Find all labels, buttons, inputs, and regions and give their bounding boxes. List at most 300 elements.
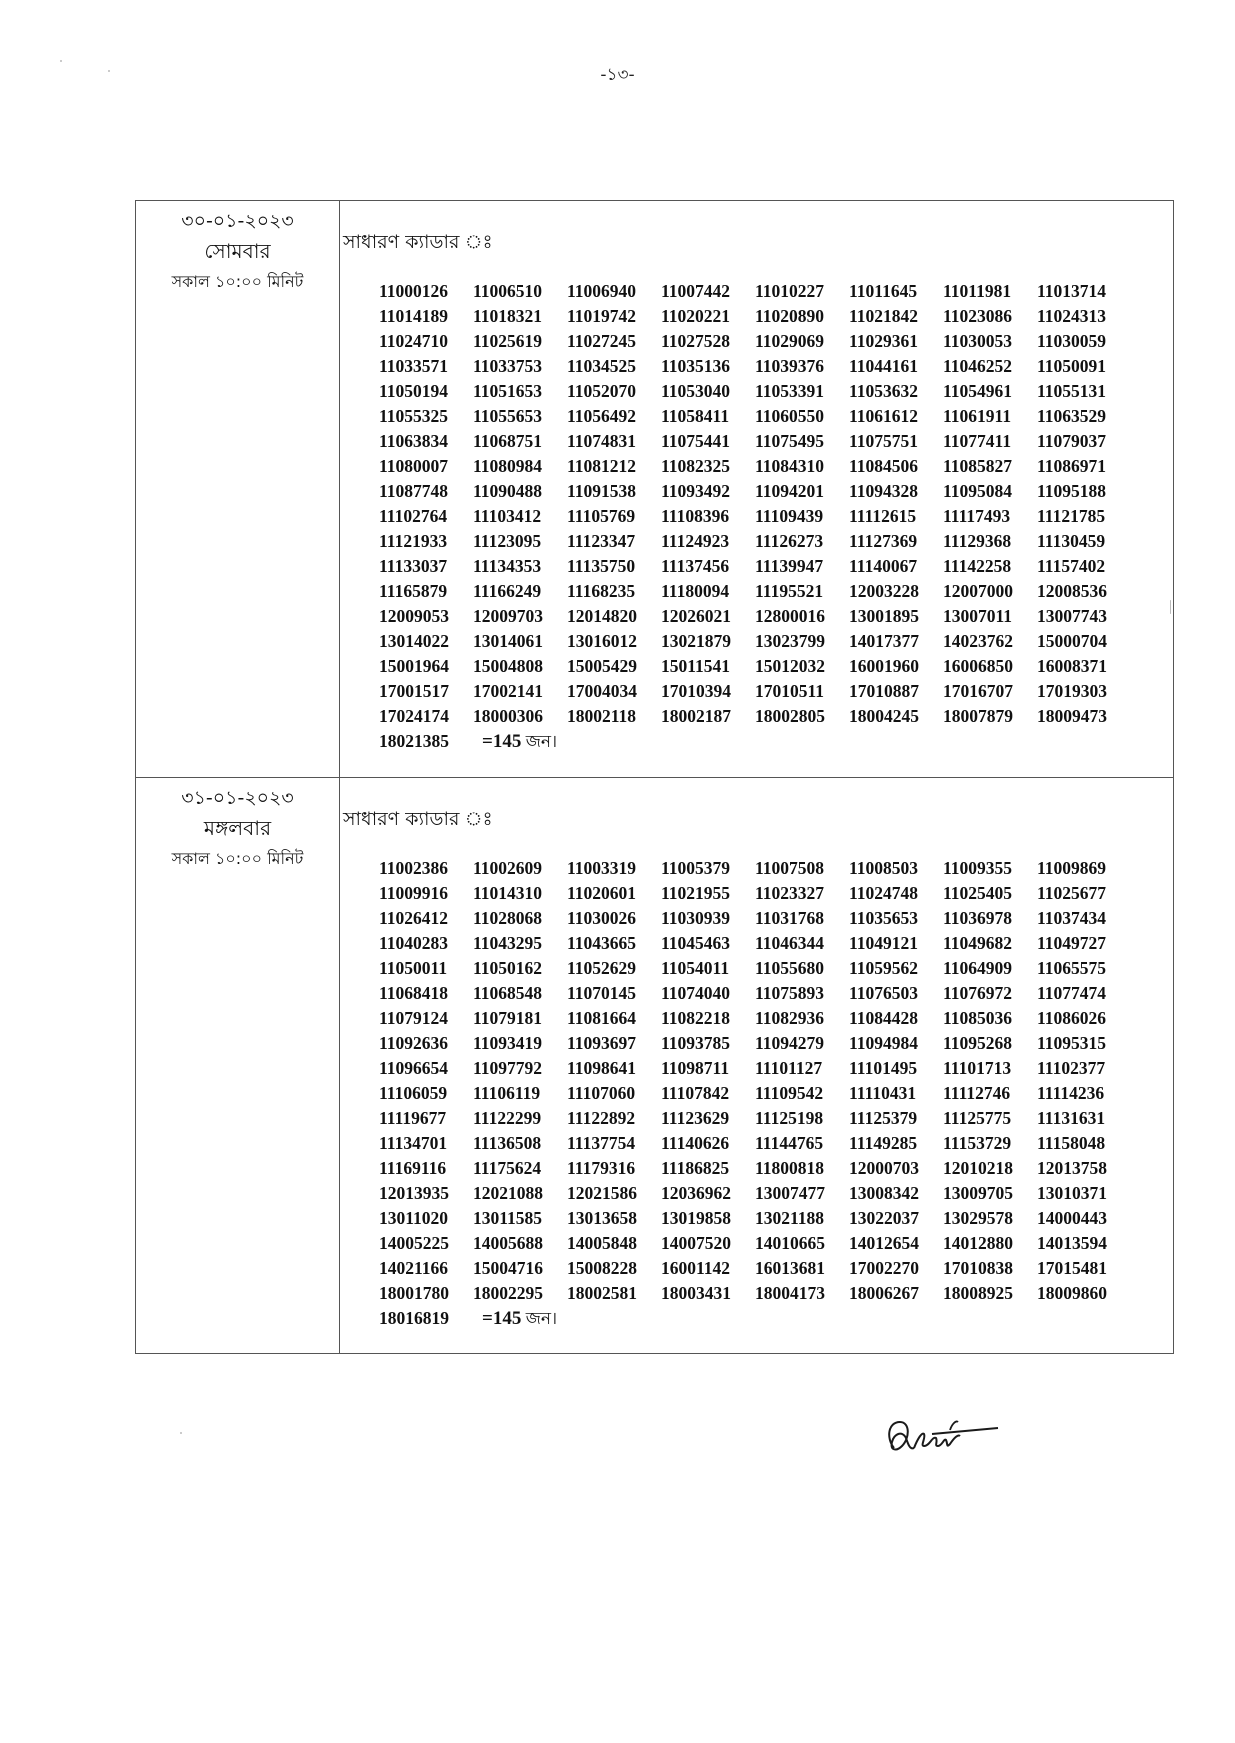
roll-number: 11013714 bbox=[1037, 281, 1107, 301]
roll-number: 13011020 bbox=[379, 1208, 449, 1228]
roll-number: 11003319 bbox=[567, 858, 637, 878]
roll-number: 11123629 bbox=[661, 1108, 730, 1128]
roll-number: 11036978 bbox=[943, 908, 1013, 928]
roll-number: 11068548 bbox=[473, 983, 543, 1003]
roll-number: 17002141 bbox=[473, 681, 543, 701]
roll-number-grid bbox=[379, 856, 1173, 1331]
roll-number: 11137754 bbox=[567, 1133, 636, 1153]
roll-number: 11060550 bbox=[755, 406, 825, 426]
roll-line bbox=[379, 454, 1173, 479]
roll-number: 11046344 bbox=[755, 933, 825, 953]
roll-number: 11065575 bbox=[1037, 958, 1107, 978]
roll-number: 11058411 bbox=[661, 406, 730, 426]
roll-line bbox=[379, 1031, 1173, 1056]
roll-number: 18008925 bbox=[943, 1283, 1013, 1303]
roll-number: 11144765 bbox=[755, 1133, 824, 1153]
roll-line bbox=[379, 379, 1173, 404]
roll-number: 11126273 bbox=[755, 531, 824, 551]
roll-line bbox=[379, 1006, 1173, 1031]
roll-number: 11101713 bbox=[943, 1058, 1012, 1078]
roll-number: 11075441 bbox=[661, 431, 731, 451]
roll-number: 12013935 bbox=[379, 1183, 449, 1203]
exam-date: ৩১-০১-২০২৩ bbox=[181, 787, 294, 809]
roll-number: 11029361 bbox=[849, 331, 919, 351]
roll-number: 11094279 bbox=[755, 1033, 825, 1053]
roll-number: 11087748 bbox=[379, 481, 449, 501]
roll-number: 14005688 bbox=[473, 1233, 543, 1253]
roll-number: 18016819 bbox=[379, 1308, 449, 1328]
roll-number: 13022037 bbox=[849, 1208, 919, 1228]
roll-number: 11125775 bbox=[943, 1108, 1012, 1128]
roll-number: 11077474 bbox=[1037, 983, 1107, 1003]
roll-number: 13014022 bbox=[379, 631, 449, 651]
roll-number: 11123347 bbox=[567, 531, 636, 551]
roll-number: 11081212 bbox=[567, 456, 637, 476]
roll-number: 11052070 bbox=[567, 381, 637, 401]
roll-number: 18002118 bbox=[567, 706, 637, 726]
roll-number: 15004808 bbox=[473, 656, 543, 676]
roll-number: 11105769 bbox=[567, 506, 636, 526]
roll-number: 13007477 bbox=[755, 1183, 825, 1203]
roll-line bbox=[379, 1081, 1173, 1106]
roll-number: 11095268 bbox=[943, 1033, 1013, 1053]
roll-number: 18006267 bbox=[849, 1283, 919, 1303]
roll-number: 17010887 bbox=[849, 681, 919, 701]
roll-number: 11008503 bbox=[849, 858, 919, 878]
roll-number: 11049121 bbox=[849, 933, 919, 953]
roll-number: 11043665 bbox=[567, 933, 637, 953]
roll-line bbox=[379, 956, 1173, 981]
roll-number: 11011645 bbox=[849, 281, 918, 301]
roll-number: 17015481 bbox=[1037, 1258, 1107, 1278]
roll-number: 11085827 bbox=[943, 456, 1013, 476]
roll-line bbox=[379, 329, 1173, 354]
roll-number: 11136508 bbox=[473, 1133, 542, 1153]
roll-line bbox=[379, 1256, 1173, 1281]
scan-speck bbox=[180, 1432, 182, 1434]
roll-number: 11030059 bbox=[1037, 331, 1107, 351]
roll-number: 18002295 bbox=[473, 1283, 543, 1303]
roll-number: 11049727 bbox=[1037, 933, 1107, 953]
roll-number: 13013658 bbox=[567, 1208, 637, 1228]
roll-line bbox=[379, 529, 1173, 554]
roll-number: 11103412 bbox=[473, 506, 542, 526]
exam-time: সকাল ১০:০০ মিনিট bbox=[171, 272, 304, 291]
roll-number: 11092636 bbox=[379, 1033, 449, 1053]
roll-number: 18003431 bbox=[661, 1283, 731, 1303]
roll-number: 14023762 bbox=[943, 631, 1013, 651]
roll-number: 11094201 bbox=[755, 481, 825, 501]
roll-number: 11024313 bbox=[1037, 306, 1107, 326]
roll-number: 11023327 bbox=[755, 883, 825, 903]
roll-line bbox=[379, 629, 1173, 654]
roll-number: 11085036 bbox=[943, 1008, 1013, 1028]
roll-number: 11166249 bbox=[473, 581, 542, 601]
roll-number: 11009869 bbox=[1037, 858, 1107, 878]
roll-number: 11020890 bbox=[755, 306, 825, 326]
roll-line bbox=[379, 1231, 1173, 1256]
roll-number: 16001960 bbox=[849, 656, 919, 676]
roll-number: 11112746 bbox=[943, 1083, 1011, 1103]
roll-number: 15005429 bbox=[567, 656, 637, 676]
roll-number: 11050011 bbox=[379, 958, 448, 978]
roll-number: 11130459 bbox=[1037, 531, 1106, 551]
roll-number: 11076972 bbox=[943, 983, 1013, 1003]
roll-number: 14010665 bbox=[755, 1233, 825, 1253]
roll-number: 11068418 bbox=[379, 983, 449, 1003]
roll-line bbox=[379, 579, 1173, 604]
roll-number: 11000126 bbox=[379, 281, 449, 301]
scan-speck bbox=[1170, 600, 1171, 614]
roll-number: 13014061 bbox=[473, 631, 543, 651]
roll-number: 11052629 bbox=[567, 958, 637, 978]
roll-number: 11127369 bbox=[849, 531, 918, 551]
roll-number: 15004716 bbox=[473, 1258, 543, 1278]
roll-number: 11055325 bbox=[379, 406, 449, 426]
roll-number: 11149285 bbox=[849, 1133, 918, 1153]
roll-number: 11077411 bbox=[943, 431, 1012, 451]
roll-number: 11053632 bbox=[849, 381, 919, 401]
roll-number: 11081664 bbox=[567, 1008, 637, 1028]
roll-number: 11112615 bbox=[849, 506, 917, 526]
schedule-row-tuesday bbox=[136, 778, 1173, 1353]
roll-number: 11153729 bbox=[943, 1133, 1012, 1153]
roll-number: 11025677 bbox=[1037, 883, 1107, 903]
roll-number: 16013681 bbox=[755, 1258, 825, 1278]
roll-line bbox=[379, 429, 1173, 454]
exam-day: সোমবার bbox=[204, 239, 271, 263]
roll-number: 11107842 bbox=[661, 1083, 730, 1103]
roll-line bbox=[379, 906, 1173, 931]
roll-number: 13007011 bbox=[943, 606, 1013, 626]
roll-number: 11165879 bbox=[379, 581, 448, 601]
roll-line bbox=[379, 554, 1173, 579]
roll-line bbox=[379, 1156, 1173, 1181]
roll-number: 11018321 bbox=[473, 306, 543, 326]
roll-number: 11076503 bbox=[849, 983, 919, 1003]
roll-number: 11043295 bbox=[473, 933, 543, 953]
roll-number: 12021088 bbox=[473, 1183, 543, 1203]
roll-number: 11039376 bbox=[755, 356, 825, 376]
roll-number: 11063834 bbox=[379, 431, 449, 451]
schedule-row-monday bbox=[136, 201, 1173, 778]
roll-number: 17002270 bbox=[849, 1258, 919, 1278]
roll-number: 13001895 bbox=[849, 606, 919, 626]
roll-number: 13021879 bbox=[661, 631, 731, 651]
roll-number: 11033753 bbox=[473, 356, 543, 376]
roll-number: 16001142 bbox=[661, 1258, 731, 1278]
roll-cell bbox=[340, 778, 1173, 1353]
roll-number: 13021188 bbox=[755, 1208, 825, 1228]
roll-number: 11133037 bbox=[379, 556, 448, 576]
roll-line bbox=[379, 604, 1173, 629]
roll-number: 11055680 bbox=[755, 958, 825, 978]
roll-number: 18002187 bbox=[661, 706, 731, 726]
date-cell bbox=[136, 778, 340, 1353]
roll-number: 11055131 bbox=[1037, 381, 1107, 401]
roll-number: 11025405 bbox=[943, 883, 1013, 903]
roll-number: 14012880 bbox=[943, 1233, 1013, 1253]
roll-number: 12014820 bbox=[567, 606, 637, 626]
roll-number: 11124923 bbox=[661, 531, 730, 551]
cadre-heading: সাধারণ ক্যাডার ঃ bbox=[343, 808, 493, 830]
date-cell bbox=[136, 201, 340, 777]
roll-number: 13008342 bbox=[849, 1183, 919, 1203]
roll-number: 14012654 bbox=[849, 1233, 919, 1253]
roll-number: 11050091 bbox=[1037, 356, 1107, 376]
roll-number: 11075495 bbox=[755, 431, 825, 451]
roll-number: 13016012 bbox=[567, 631, 637, 651]
roll-number: 18001780 bbox=[379, 1283, 449, 1303]
total-count: =145 bbox=[482, 1308, 522, 1329]
roll-number: 11086026 bbox=[1037, 1008, 1107, 1028]
roll-number: 12800016 bbox=[755, 606, 825, 626]
roll-number: 11014310 bbox=[473, 883, 543, 903]
roll-number: 11142258 bbox=[943, 556, 1012, 576]
roll-line bbox=[379, 1056, 1173, 1081]
roll-number: 11186825 bbox=[661, 1158, 730, 1178]
roll-number: 14005848 bbox=[567, 1233, 637, 1253]
roll-number: 13010371 bbox=[1037, 1183, 1107, 1203]
roll-number: 11114236 bbox=[1037, 1083, 1105, 1103]
roll-number: 11082325 bbox=[661, 456, 731, 476]
roll-number: 12009053 bbox=[379, 606, 449, 626]
roll-number: 11122299 bbox=[473, 1108, 542, 1128]
roll-number: 11125198 bbox=[755, 1108, 824, 1128]
roll-number: 12036962 bbox=[661, 1183, 731, 1203]
roll-number: 11084310 bbox=[755, 456, 825, 476]
roll-number: 13011585 bbox=[473, 1208, 543, 1228]
roll-number: 11044161 bbox=[849, 356, 919, 376]
roll-line bbox=[379, 479, 1173, 504]
roll-number: 11139947 bbox=[755, 556, 824, 576]
roll-number: 12021586 bbox=[567, 1183, 637, 1203]
roll-number: 16006850 bbox=[943, 656, 1013, 676]
roll-number: 11007442 bbox=[661, 281, 731, 301]
exam-schedule-table bbox=[135, 200, 1174, 1354]
roll-number: 11119677 bbox=[379, 1108, 447, 1128]
roll-number: 11093697 bbox=[567, 1033, 637, 1053]
roll-number: 12000703 bbox=[849, 1158, 919, 1178]
roll-number: 11091538 bbox=[567, 481, 637, 501]
roll-number: 11055653 bbox=[473, 406, 543, 426]
roll-number: 15012032 bbox=[755, 656, 825, 676]
roll-number: 11135750 bbox=[567, 556, 636, 576]
roll-number: 11109542 bbox=[755, 1083, 824, 1103]
roll-number: 12010218 bbox=[943, 1158, 1013, 1178]
roll-number: 11101127 bbox=[755, 1058, 823, 1078]
roll-number: 11014189 bbox=[379, 306, 449, 326]
roll-number: 11030053 bbox=[943, 331, 1013, 351]
roll-number: 11049682 bbox=[943, 933, 1013, 953]
roll-number: 11075893 bbox=[755, 983, 825, 1003]
roll-number: 11009916 bbox=[379, 883, 449, 903]
roll-line bbox=[379, 354, 1173, 379]
roll-number: 11045463 bbox=[661, 933, 731, 953]
roll-number: 11102377 bbox=[1037, 1058, 1106, 1078]
roll-number: 11134353 bbox=[473, 556, 542, 576]
roll-number: 11094984 bbox=[849, 1033, 919, 1053]
roll-number: 11019742 bbox=[567, 306, 637, 326]
roll-number: 17019303 bbox=[1037, 681, 1107, 701]
roll-number: 11097792 bbox=[473, 1058, 543, 1078]
roll-number: 11035136 bbox=[661, 356, 731, 376]
roll-number: 15001964 bbox=[379, 656, 449, 676]
roll-number: 11095315 bbox=[1037, 1033, 1107, 1053]
roll-number: 11123095 bbox=[473, 531, 542, 551]
roll-number: 11157402 bbox=[1037, 556, 1106, 576]
roll-line bbox=[379, 704, 1173, 729]
roll-number: 11021842 bbox=[849, 306, 919, 326]
roll-number: 12003228 bbox=[849, 581, 919, 601]
roll-number: 11034525 bbox=[567, 356, 637, 376]
roll-number: 11080007 bbox=[379, 456, 449, 476]
roll-number: 11131631 bbox=[1037, 1108, 1106, 1128]
roll-number: 18009860 bbox=[1037, 1283, 1107, 1303]
roll-number: 11084506 bbox=[849, 456, 919, 476]
roll-number: 11020601 bbox=[567, 883, 637, 903]
roll-number: 11080984 bbox=[473, 456, 543, 476]
roll-number: 11096654 bbox=[379, 1058, 449, 1078]
roll-number: 11007508 bbox=[755, 858, 825, 878]
roll-line bbox=[379, 1181, 1173, 1206]
roll-number: 11106119 bbox=[473, 1083, 541, 1103]
roll-number: 11082936 bbox=[755, 1008, 825, 1028]
roll-number: 12009703 bbox=[473, 606, 543, 626]
roll-line bbox=[379, 1281, 1173, 1306]
roll-number: 11010227 bbox=[755, 281, 825, 301]
roll-number: 11179316 bbox=[567, 1158, 636, 1178]
roll-line bbox=[379, 981, 1173, 1006]
roll-number: 11102764 bbox=[379, 506, 448, 526]
roll-number: 11061612 bbox=[849, 406, 919, 426]
roll-number: 11006940 bbox=[567, 281, 637, 301]
roll-number: 11053040 bbox=[661, 381, 731, 401]
roll-line bbox=[379, 931, 1173, 956]
roll-number: 11063529 bbox=[1037, 406, 1107, 426]
roll-number: 11074040 bbox=[661, 983, 731, 1003]
total-line bbox=[379, 729, 1173, 754]
roll-cell bbox=[340, 201, 1173, 777]
cadre-heading: সাধারণ ক্যাডার ঃ bbox=[343, 231, 493, 253]
roll-number: 11035653 bbox=[849, 908, 919, 928]
roll-number: 14007520 bbox=[661, 1233, 731, 1253]
roll-number: 11117493 bbox=[943, 506, 1011, 526]
signature bbox=[880, 1408, 1000, 1472]
roll-line bbox=[379, 856, 1173, 881]
roll-number: 11084428 bbox=[849, 1008, 919, 1028]
roll-number: 11175624 bbox=[473, 1158, 542, 1178]
roll-number: 11040283 bbox=[379, 933, 449, 953]
roll-number: 11079037 bbox=[1037, 431, 1107, 451]
roll-number: 11079124 bbox=[379, 1008, 449, 1028]
roll-number: 14017377 bbox=[849, 631, 919, 651]
roll-number: 11064909 bbox=[943, 958, 1013, 978]
roll-number: 11005379 bbox=[661, 858, 731, 878]
roll-number: 12013758 bbox=[1037, 1158, 1107, 1178]
roll-number: 11026412 bbox=[379, 908, 449, 928]
roll-line bbox=[379, 654, 1173, 679]
roll-number: 18002581 bbox=[567, 1283, 637, 1303]
roll-number: 11095188 bbox=[1037, 481, 1107, 501]
roll-number: 11027528 bbox=[661, 331, 731, 351]
roll-number: 11050162 bbox=[473, 958, 543, 978]
roll-number: 14005225 bbox=[379, 1233, 449, 1253]
roll-number: 11046252 bbox=[943, 356, 1013, 376]
roll-number: 11030939 bbox=[661, 908, 731, 928]
roll-number: 11070145 bbox=[567, 983, 637, 1003]
roll-number: 18009473 bbox=[1037, 706, 1107, 726]
roll-line bbox=[379, 1106, 1173, 1131]
roll-number: 13023799 bbox=[755, 631, 825, 651]
roll-number: 11037434 bbox=[1037, 908, 1107, 928]
roll-number: 11027245 bbox=[567, 331, 637, 351]
roll-number: 11090488 bbox=[473, 481, 543, 501]
roll-number: 11125379 bbox=[849, 1108, 918, 1128]
roll-number: 17016707 bbox=[943, 681, 1013, 701]
roll-number: 17024174 bbox=[379, 706, 449, 726]
roll-number-grid bbox=[379, 279, 1173, 754]
roll-number: 18004173 bbox=[755, 1283, 825, 1303]
roll-number: 11098711 bbox=[661, 1058, 730, 1078]
roll-line bbox=[379, 1206, 1173, 1231]
roll-number: 18000306 bbox=[473, 706, 543, 726]
roll-line bbox=[379, 404, 1173, 429]
roll-number: 11079181 bbox=[473, 1008, 543, 1028]
roll-number: 11169116 bbox=[379, 1158, 447, 1178]
roll-number: 11082218 bbox=[661, 1008, 731, 1028]
roll-number: 17004034 bbox=[567, 681, 637, 701]
roll-number: 18004245 bbox=[849, 706, 919, 726]
roll-number: 11800818 bbox=[755, 1158, 825, 1178]
roll-number: 17010511 bbox=[755, 681, 825, 701]
roll-number: 15000704 bbox=[1037, 631, 1107, 651]
roll-number: 11098641 bbox=[567, 1058, 637, 1078]
roll-number: 11137456 bbox=[661, 556, 730, 576]
roll-number: 11031768 bbox=[755, 908, 825, 928]
roll-number: 13029578 bbox=[943, 1208, 1013, 1228]
roll-number: 13009705 bbox=[943, 1183, 1013, 1203]
roll-number: 11122892 bbox=[567, 1108, 636, 1128]
roll-number: 18002805 bbox=[755, 706, 825, 726]
roll-number: 18007879 bbox=[943, 706, 1013, 726]
roll-number: 11101495 bbox=[849, 1058, 918, 1078]
roll-number: 11121933 bbox=[379, 531, 448, 551]
roll-number: 11002386 bbox=[379, 858, 449, 878]
roll-number: 15011541 bbox=[661, 656, 731, 676]
roll-number: 11093419 bbox=[473, 1033, 543, 1053]
roll-number: 11051653 bbox=[473, 381, 543, 401]
roll-number: 11168235 bbox=[567, 581, 636, 601]
roll-number: 14021166 bbox=[379, 1258, 449, 1278]
roll-number: 11061911 bbox=[943, 406, 1012, 426]
roll-number: 11028068 bbox=[473, 908, 543, 928]
scan-speck bbox=[60, 60, 62, 62]
roll-line bbox=[379, 279, 1173, 304]
roll-number: 14000443 bbox=[1037, 1208, 1107, 1228]
total-suffix: জন। bbox=[525, 1309, 558, 1329]
roll-number: 11140067 bbox=[849, 556, 918, 576]
roll-number: 11195521 bbox=[755, 581, 824, 601]
roll-number: 11121785 bbox=[1037, 506, 1106, 526]
roll-number: 15008228 bbox=[567, 1258, 637, 1278]
roll-number: 11109439 bbox=[755, 506, 824, 526]
roll-number: 11053391 bbox=[755, 381, 825, 401]
roll-number: 11129368 bbox=[943, 531, 1012, 551]
page-number: -১৩- bbox=[600, 65, 635, 85]
roll-number: 11021955 bbox=[661, 883, 731, 903]
roll-number: 11029069 bbox=[755, 331, 825, 351]
